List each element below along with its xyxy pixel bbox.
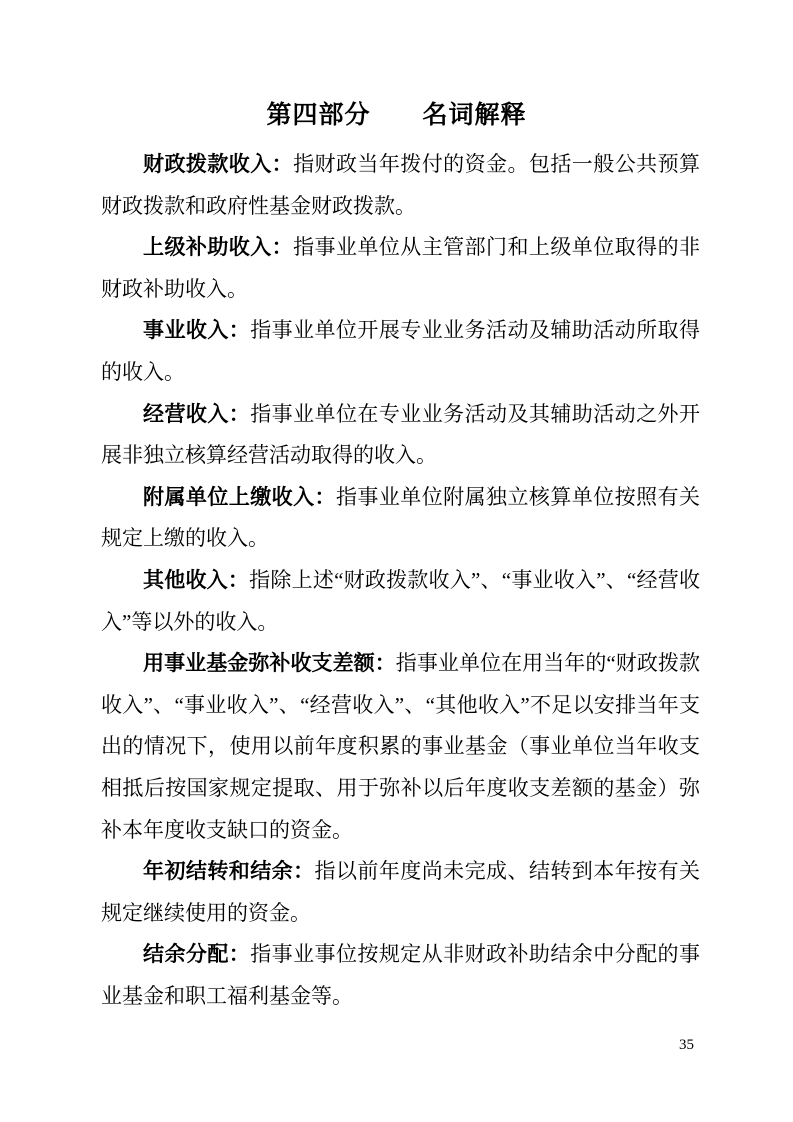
page-number: 35 bbox=[679, 1037, 694, 1053]
definition-description: 指财政当年拨付的资金。包括一般公共预算财政拨款和政府性基金财政拨款。 bbox=[101, 152, 701, 218]
definition-paragraph bbox=[101, 310, 700, 393]
definition-paragraph bbox=[101, 643, 700, 851]
definition-paragraph bbox=[101, 394, 700, 477]
definition-description: 指除上述“财政拨款收入”、“事业收入”、“经营收入”等以外的收入。 bbox=[101, 567, 701, 634]
definition-paragraph bbox=[101, 477, 700, 560]
definition-description: 指事业单位在用当年的“财政拨款收入”、“事业收入”、“经营收入”、“其他收入”不足以安排当年支出的情况下，使用以前年度积累的事业基金（事业单位当年收支相抵后按国家规定提取、用于弥补以后年度收支差额的基金）弥补本年度收支缺口的资金。 bbox=[101, 651, 701, 842]
definition-paragraph bbox=[101, 560, 700, 643]
definition-description: 指以前年度尚未完成、结转到本年按有关规定继续使用的资金。 bbox=[101, 859, 701, 925]
definition-term: 上级补助收入： bbox=[143, 235, 294, 260]
definition-term: 财政拨款收入： bbox=[143, 152, 294, 176]
definitions-list bbox=[0, 144, 793, 1017]
definition-paragraph bbox=[101, 934, 700, 1017]
definition-term: 用事业基金弥补收支差额： bbox=[143, 651, 396, 676]
definition-term: 附属单位上缴收入： bbox=[143, 484, 336, 509]
definition-description: 指事业事位按规定从非财政补助结余中分配的事业基金和职工福利基金等。 bbox=[101, 942, 701, 1008]
definition-description: 指事业单位从主管部门和上级单位取得的非财政补助收入。 bbox=[101, 235, 701, 301]
page-title: 第四部分 名词解释 bbox=[266, 102, 527, 129]
definition-paragraph bbox=[101, 144, 700, 227]
definition-description: 指事业单位附属独立核算单位按照有关规定上缴的收入。 bbox=[101, 484, 701, 551]
definition-term: 结余分配： bbox=[143, 942, 251, 967]
definition-paragraph bbox=[101, 227, 700, 310]
definition-description: 指事业单位开展专业业务活动及辅助活动所取得的收入。 bbox=[101, 318, 701, 384]
definition-term: 年初结转和结余： bbox=[143, 859, 315, 884]
definition-term: 事业收入： bbox=[143, 318, 251, 343]
definition-description: 指事业单位在专业业务活动及其辅助活动之外开展非独立核算经营活动取得的收入。 bbox=[101, 401, 701, 468]
definition-paragraph bbox=[101, 851, 700, 934]
definition-term: 经营收入： bbox=[143, 401, 251, 426]
definition-term: 其他收入： bbox=[143, 567, 250, 592]
